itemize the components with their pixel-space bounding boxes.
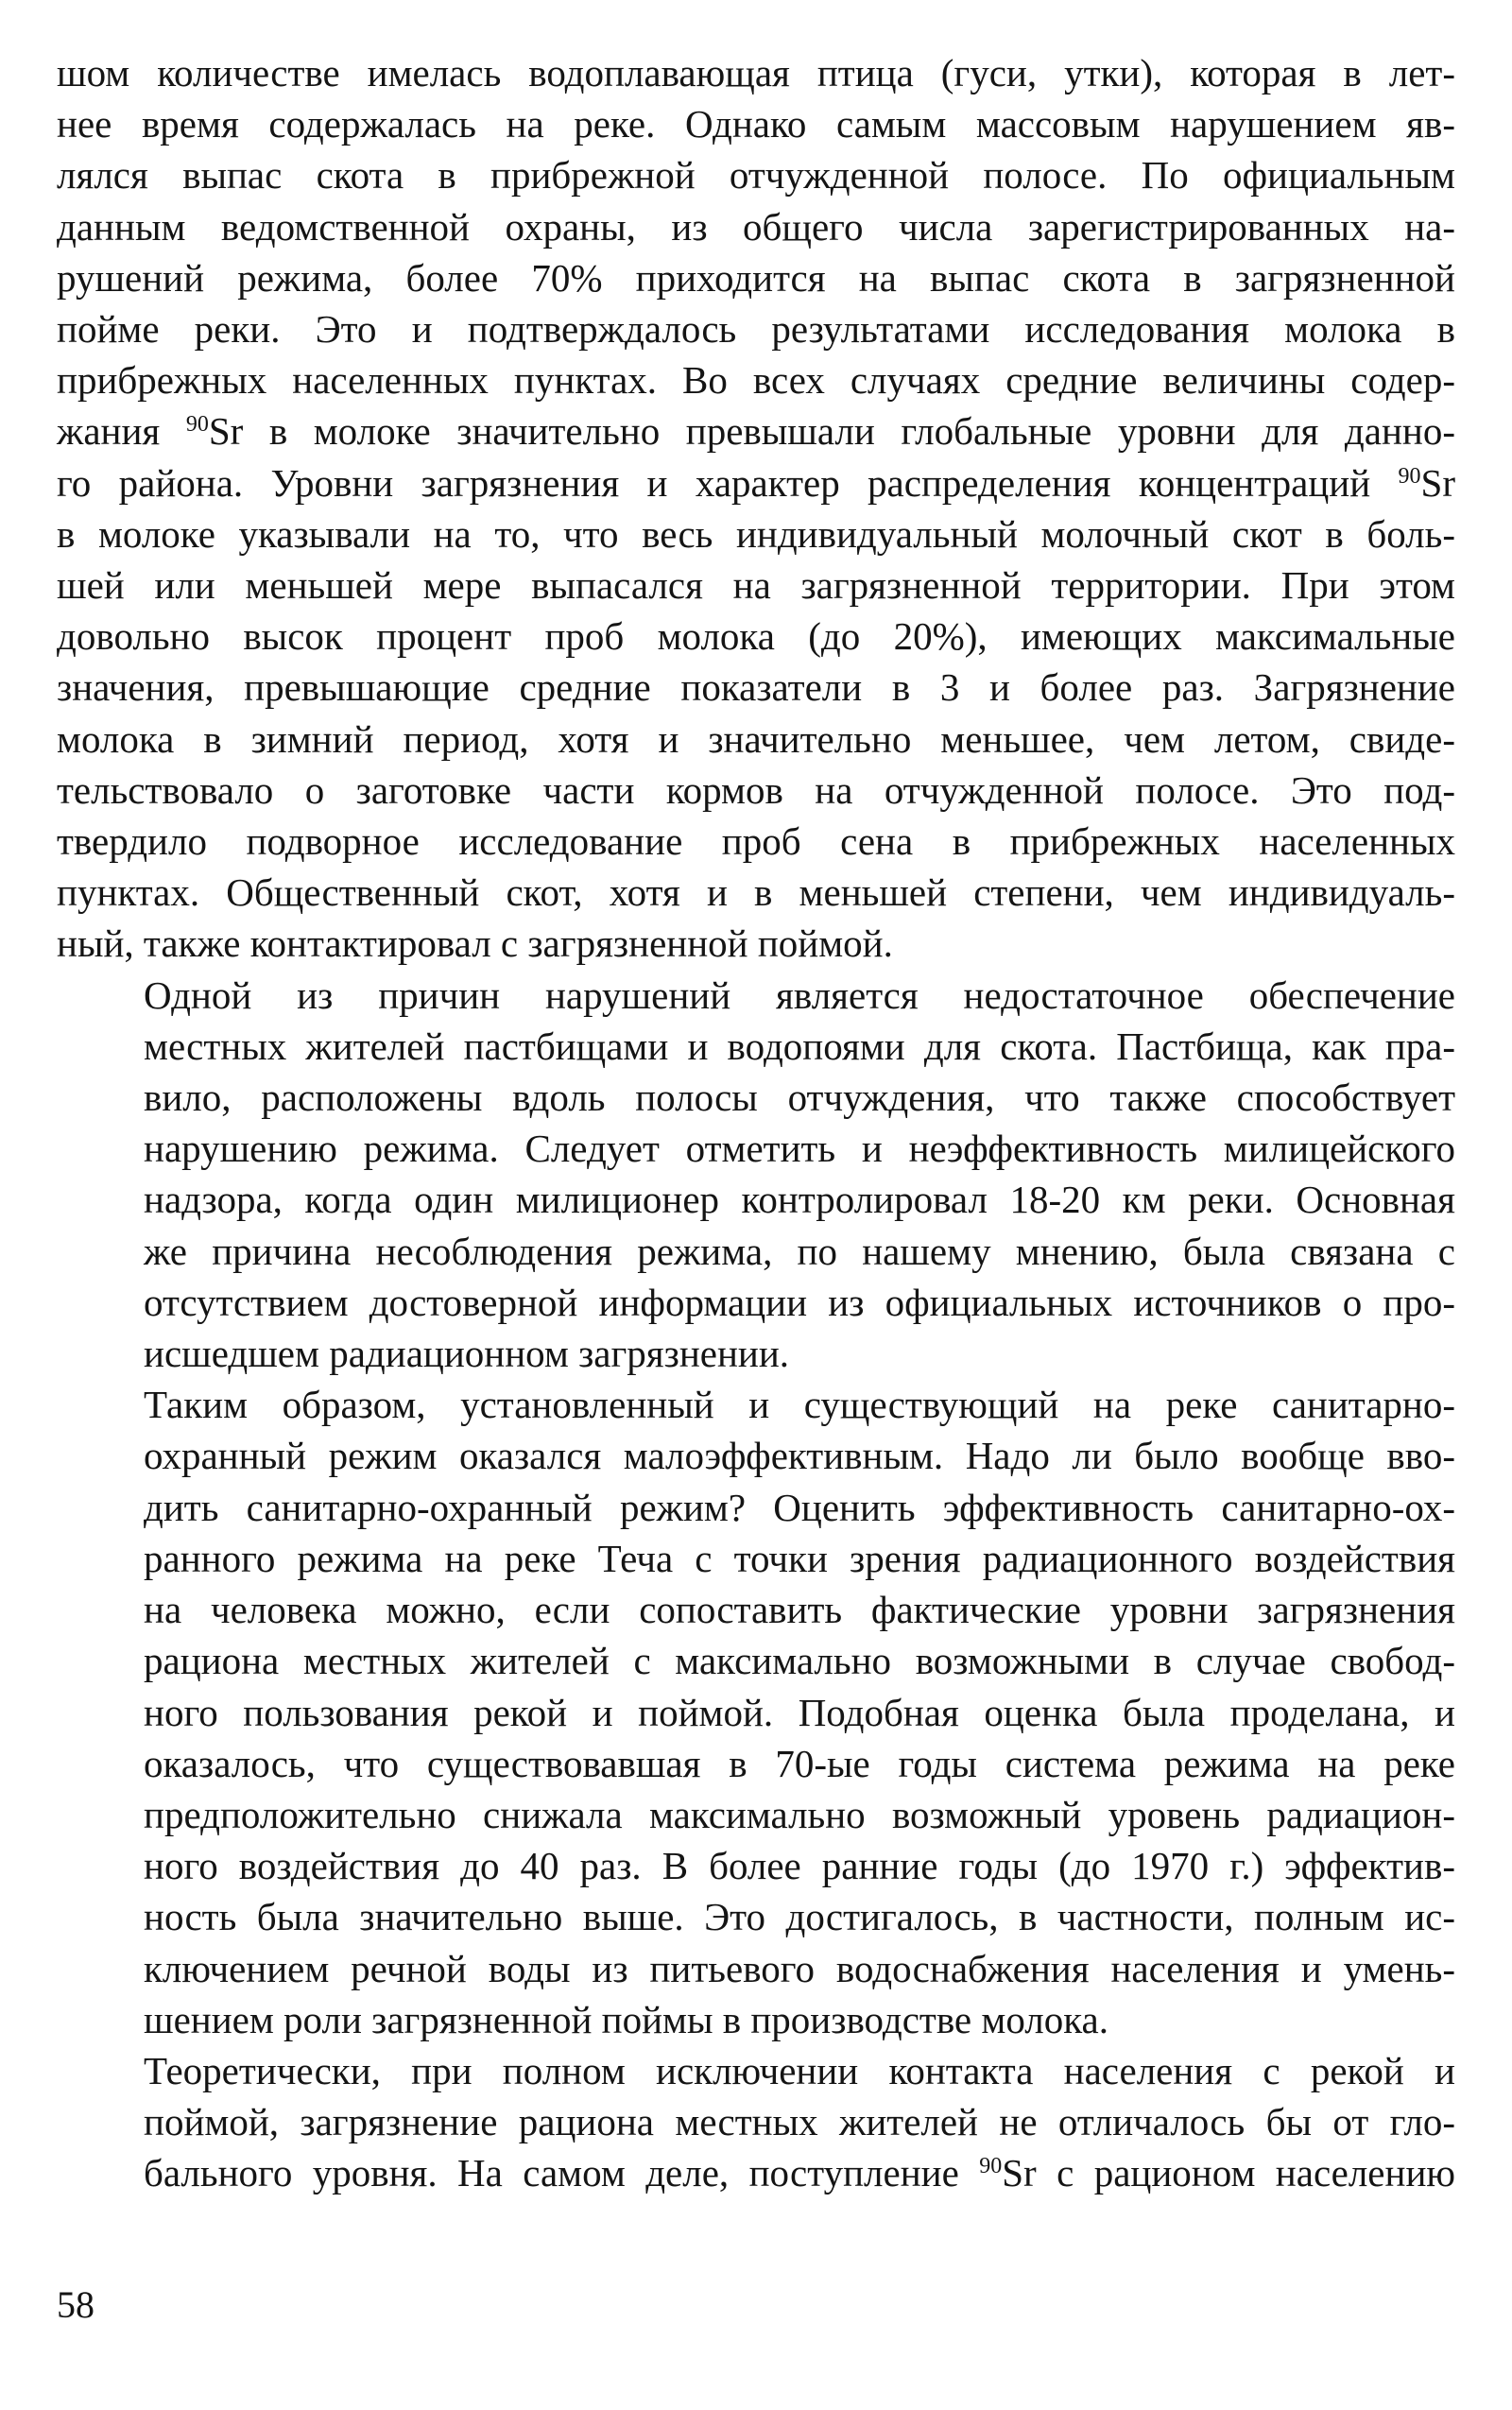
text-line: го района. Уровни загрязнения и характер распределения концентраций $^{90}$Sr: [57, 460, 1455, 505]
text-line: Одной из причин нарушений является недостаточное обеспечение: [144, 973, 1455, 1017]
text-line: нее время содержалась на реке. Однако самым массовым нарушением яв-: [57, 102, 1455, 146]
text-line: тельствовало о заготовке части кормов на отчужденной полосе. Это под-: [57, 767, 1455, 812]
text-line: же причина несоблюдения режима, по нашему мнению, была связана с: [144, 1229, 1455, 1273]
text-line: ного воздействия до 40 раз. В более ранние годы (до 1970 г.) эффектив-: [144, 1844, 1455, 1888]
text-line: местных жителей пастбищами и водопоями для скота. Пастбища, как пра-: [144, 1024, 1455, 1068]
text-line: значения, превышающие средние показатели в 3 и более раз. Загрязнение: [57, 665, 1455, 710]
text-line: надзора, когда один милиционер контролировал 18-20 км реки. Основная: [144, 1178, 1455, 1222]
paragraph: [57, 47, 1455, 970]
text-line: твердило подворное исследование проб сена в прибрежных населенных: [57, 819, 1455, 864]
text-line: поймой, загрязнение рациона местных жителей не отличалось бы от гло-: [144, 2100, 1455, 2144]
page-body: [57, 47, 1455, 2199]
text-line: пойме реки. Это и подтверждалось результатами исследования молока в: [57, 307, 1455, 352]
paragraph: [57, 1379, 1455, 2045]
text-line: жания $^{90}$Sr в молоке значительно превышали глобальные уровни для данно-: [57, 409, 1455, 454]
text-line: охранный режим оказался малоэффективным. Надо ли было вообще вво-: [144, 1434, 1455, 1478]
text-line: лялся выпас скота в прибрежной отчужденной полосе. По официальным: [57, 153, 1455, 198]
text-line: вило, расположены вдоль полосы отчуждения, что также способствует: [144, 1076, 1455, 1120]
text-line: Теоретически, при полном исключении контакта населения с рекой и: [144, 2048, 1455, 2092]
text-line: на человека можно, если сопоставить фактические уровни загрязнения: [144, 1588, 1455, 1632]
text-line: в молоке указывали на то, что весь индивидуальный молочный скот в боль-: [57, 511, 1455, 556]
text-line: рушений режима, более 70% приходится на выпас скота в загрязненной: [57, 255, 1455, 300]
text-line: ранного режима на реке Теча с точки зрения радиационного воздействия: [144, 1536, 1455, 1580]
paragraph: [57, 2045, 1455, 2199]
text-line: данным ведомственной охраны, из общего числа зарегистрированных на-: [57, 204, 1455, 249]
text-line: шением роли загрязненной поймы в производстве молока.: [144, 1997, 1108, 2041]
text-line: бального уровня. На самом деле, поступление $^{90}$Sr с рационом населению: [144, 2151, 1456, 2195]
text-line: рациона местных жителей с максимально возможными в случае свобод-: [144, 1639, 1455, 1683]
text-line: прибрежных населенных пунктах. Во всех случаях средние величины содер-: [57, 358, 1455, 403]
text-line: ключением речной воды из питьевого водоснабжения населения и умень-: [144, 1946, 1455, 1990]
text-line: исшедшем радиационном загрязнении.: [144, 1332, 790, 1376]
page-number: 58: [57, 2283, 94, 2326]
text-line: шей или меньшей мере выпасался на загрязненной территории. При этом: [57, 563, 1455, 608]
text-line: нарушению режима. Следует отметить и неэффективность милицейского: [144, 1127, 1455, 1171]
text-line: дить санитарно-охранный режим? Оценить эффективность санитарно-ох-: [144, 1485, 1455, 1529]
text-line: пунктах. Общественный скот, хотя и в меньшей степени, чем индивидуаль-: [57, 870, 1455, 915]
text-line: ного пользования рекой и поймой. Подобная оценка была проделана, и: [144, 1690, 1455, 1734]
paragraph: [57, 970, 1455, 1380]
text-line: оказалось, что существовавшая в 70-ые годы система режима на реке: [144, 1741, 1455, 1785]
text-line: довольно высок процент проб молока (до 20%), имеющих максимальные: [57, 614, 1455, 659]
text-line: молока в зимний период, хотя и значительно меньшее, чем летом, свиде-: [57, 716, 1455, 761]
text-line: отсутствием достоверной информации из официальных источников о про-: [144, 1280, 1455, 1324]
text-line: Таким образом, установленный и существующий на реке санитарно-: [144, 1383, 1455, 1427]
text-line: шом количестве имелась водоплавающая птица (гуси, утки), которая в лет-: [57, 51, 1455, 95]
text-line: ный, также контактировал с загрязненной поймой.: [57, 921, 893, 966]
text-line: ность была значительно выше. Это достигалось, в частности, полным ис-: [144, 1895, 1455, 1939]
text-line: предположительно снижала максимально возможный уровень радиацион-: [144, 1792, 1455, 1836]
